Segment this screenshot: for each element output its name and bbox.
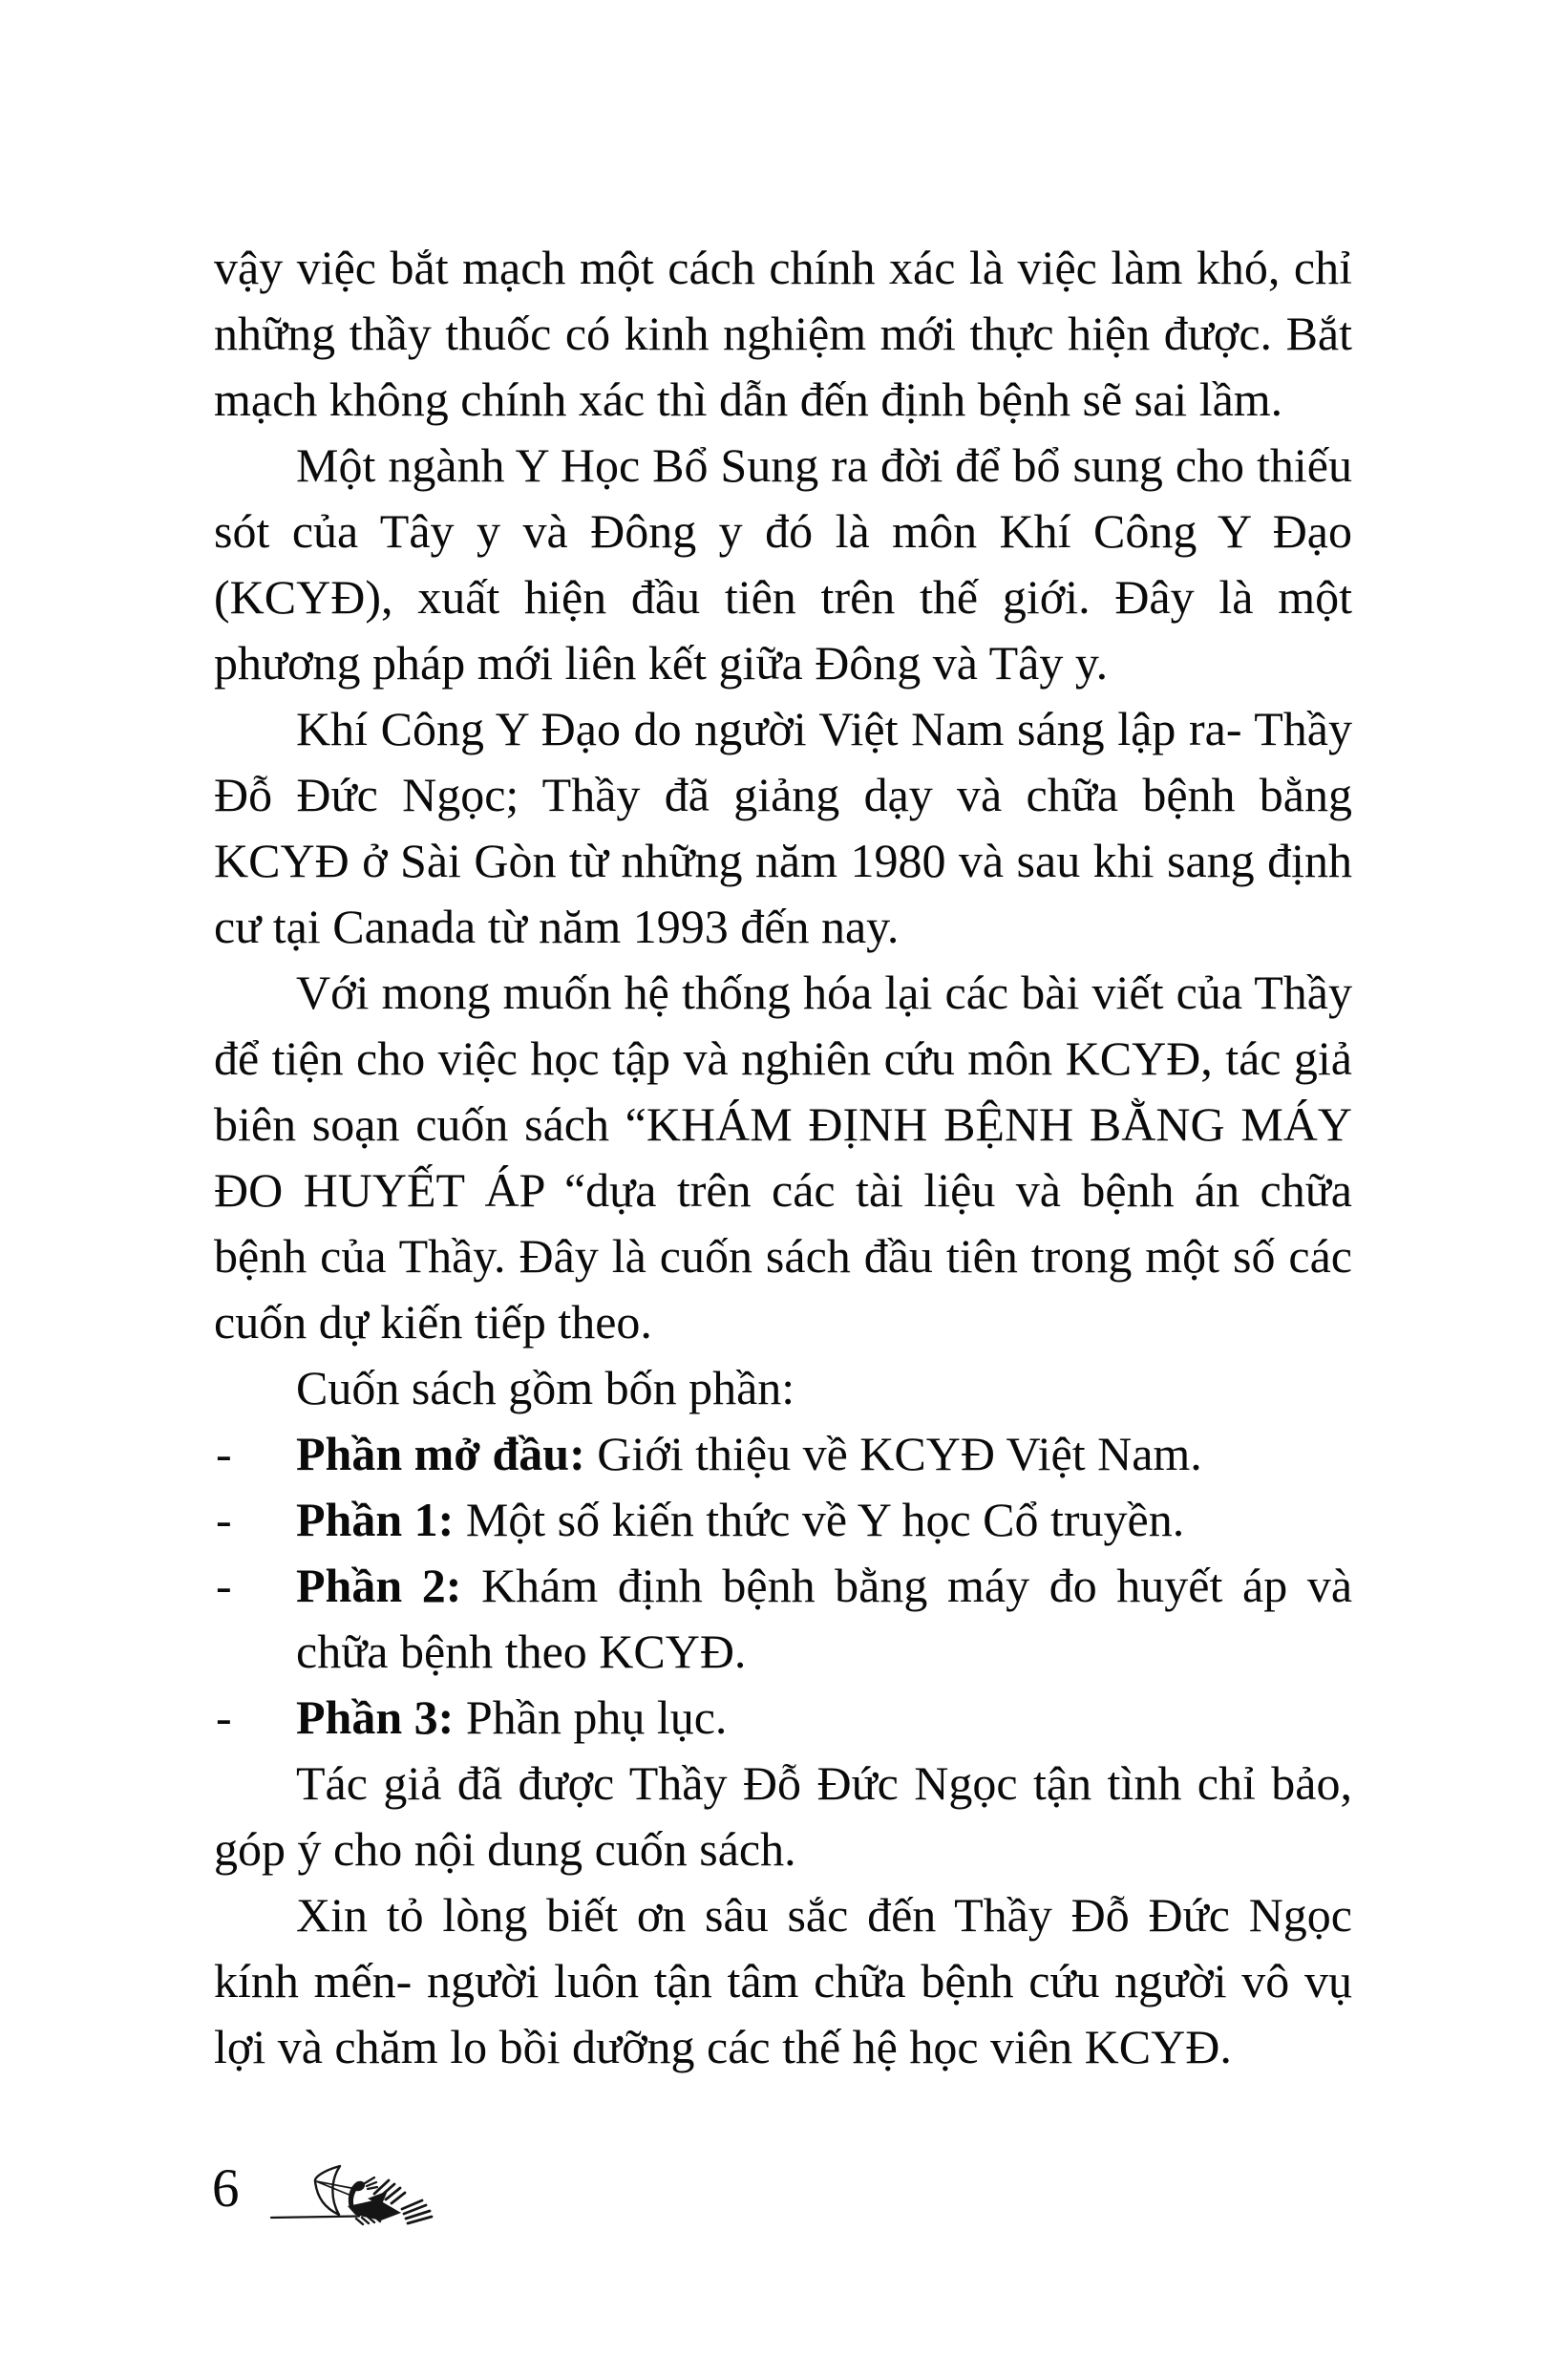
list-dash: - <box>216 1559 232 1612</box>
list-item-text: Khám định bệnh bằng máy đo huyết áp và chữa bệnh theo KCYĐ. <box>296 1559 1353 1678</box>
list-dash: - <box>216 1690 232 1744</box>
text-block <box>214 235 1352 2080</box>
list-item <box>214 1685 1352 1751</box>
paragraph: Khí Công Y Đạo do người Việt Nam sáng lập ra- Thầy Đỗ Đức Ngọc; Thầy đã giảng dạy và chữa bệnh bằng KCYĐ ở Sài Gòn từ những năm 1980 và sau khi sang định cư tại Canada từ năm 1993 đến nay. <box>214 702 1352 953</box>
paragraph: Xin tỏ lòng biết ơn sâu sắc đến Thầy Đỗ Đức Ngọc kính mến- người luôn tận tâm chữa bệnh cứu người vô vụ lợi và chăm lo bồi dưỡng các thế hệ học viên KCYĐ. <box>214 1888 1352 2073</box>
list-item <box>214 1487 1352 1553</box>
page-footer <box>0 2154 1568 2240</box>
paragraph: Với mong muốn hệ thống hóa lại các bài viết của Thầy để tiện cho việc học tập và nghiên cứu môn KCYĐ, tác giả biên soạn cuốn sách “KHÁM ĐỊNH BỆNH BẰNG MÁY ĐO HUYẾT ÁP “dựa trên các tài liệu và bệnh án chữa bệnh của Thầy. Đây là cuốn sách đầu tiên trong một số các cuốn dự kiến tiếp theo. <box>214 966 1352 1349</box>
list-item-label: Phần 1: <box>296 1493 455 1546</box>
paragraph: Tác giả đã được Thầy Đỗ Đức Ngọc tận tình chỉ bảo, góp ý cho nội dung cuốn sách. <box>214 1756 1352 1876</box>
list-item-label: Phần 2: <box>296 1559 462 1612</box>
list-item-text: Một số kiến thức về Y học Cổ truyền. <box>465 1493 1185 1546</box>
list-dash: - <box>216 1493 232 1546</box>
flying-bird-ornament-icon <box>267 2156 444 2230</box>
list-item-text: Phần phụ lục. <box>465 1690 728 1744</box>
list-item-text: Giới thiệu về KCYĐ Việt Nam. <box>597 1427 1202 1480</box>
paragraph: Một ngành Y Học Bổ Sung ra đời để bổ sung cho thiếu sót của Tây y và Đông y đó là môn Khí Công Y Đạo (KCYĐ), xuất hiện đầu tiên trên thế giới. Đây là một phương pháp mới liên kết giữa Đông và Tây y. <box>214 438 1352 690</box>
paragraph: vậy việc bắt mạch một cách chính xác là việc làm khó, chỉ những thầy thuốc có kinh nghiệm mới thực hiện được. Bắt mạch không chính xác thì dẫn đến định bệnh sẽ sai lầm. <box>214 241 1352 426</box>
list-item <box>214 1421 1352 1487</box>
page-number: 6 <box>212 2158 240 2219</box>
list-dash: - <box>216 1427 232 1480</box>
list-item-label: Phần 3: <box>296 1690 455 1744</box>
paragraph: Cuốn sách gồm bốn phần: <box>296 1361 795 1414</box>
list-item-label: Phần mở đầu: <box>296 1427 585 1480</box>
list-item <box>214 1553 1352 1685</box>
